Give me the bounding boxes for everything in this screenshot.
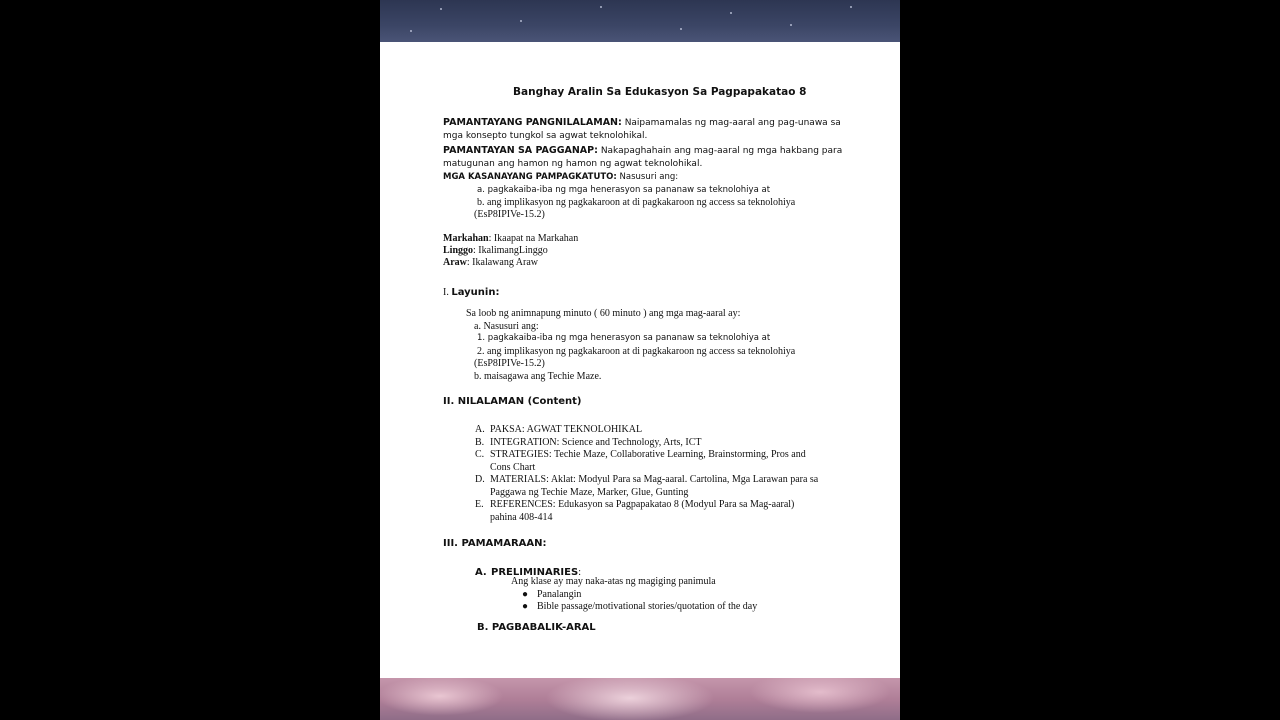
- performance-standard-label: PAMANTAYAN SA PAGGANAP:: [443, 145, 598, 156]
- nilalaman-item-letter: E.: [475, 499, 484, 510]
- layunin-a1: 1. pagkakaiba-iba ng mga henerasyon sa pananaw sa teknolohiya at: [477, 333, 771, 343]
- layunin-numeral: I.: [443, 287, 452, 298]
- nilalaman-item-a: [475, 424, 642, 435]
- layunin-intro: Sa loob ng animnapung minuto ( 60 minuto ) ang mga mag-aaral ay:: [466, 308, 741, 319]
- bullet-text: Bible passage/motivational stories/quotation of the day: [537, 601, 758, 612]
- section-pamamaraan-heading: III. PAMAMARAAN:: [443, 538, 547, 549]
- performance-standard-text-2: matugunan ang hamon ng hamon ng agwat teknolohikal.: [443, 159, 703, 169]
- performance-standard: [443, 145, 842, 156]
- nilalaman-item-e-cont: pahina 408-414: [490, 512, 553, 523]
- markahan-line: [443, 233, 578, 244]
- video-frame: [380, 0, 900, 720]
- preliminaries-colon: :: [578, 567, 581, 578]
- nilalaman-item-c-cont: Cons Chart: [490, 462, 536, 473]
- linggo-label: Linggo: [443, 245, 474, 256]
- nilalaman-item-d: [475, 474, 818, 485]
- preliminaries-label: PRELIMINARIES: [491, 567, 579, 578]
- section-nilalaman-heading: II. NILALAMAN (Content): [443, 396, 582, 407]
- content-standard-label: PAMANTAYANG PANGNILALAMAN:: [443, 117, 622, 128]
- linggo-line: [443, 245, 548, 256]
- preliminaries-bullet: [522, 601, 757, 612]
- layunin-b: b. maisagawa ang Techie Maze.: [474, 371, 602, 382]
- preliminaries-intro: Ang klase ay may naka-atas ng magiging panimula: [511, 576, 716, 587]
- nilalaman-item-letter: A.: [475, 424, 485, 435]
- background-sky-top: [380, 0, 900, 42]
- competency-code: (EsP8IPIVe-15.2): [474, 209, 545, 220]
- performance-standard-text-1: Nakapaghahain ang mag-aaral ng mga hakbang para: [600, 146, 843, 156]
- nilalaman-item-b: [475, 437, 701, 448]
- markahan-label: Markahan: [443, 233, 489, 244]
- preliminaries-letter: A.: [475, 567, 487, 578]
- bullet-icon: ●: [522, 601, 529, 612]
- nilalaman-item-letter: B.: [475, 437, 485, 448]
- nilalaman-item-letter: D.: [475, 474, 485, 485]
- learning-competencies-text: Nasusuri ang:: [619, 172, 679, 182]
- nilalaman-item-line: REFERENCES: Edukasyon sa Pagpapakatao 8 (Modyul Para sa Mag-aaral): [490, 499, 795, 510]
- section-layunin-heading: [443, 282, 499, 300]
- content-standard-text-1: Naipamamalas ng mag-aaral ang pag-unawa sa: [624, 118, 841, 128]
- learning-competencies-label: MGA KASANAYANG PAMPAGKATUTO:: [443, 172, 617, 182]
- content-standard: [443, 117, 841, 128]
- nilalaman-item-line: PAKSA: AGWAT TEKNOLOHIKAL: [490, 424, 643, 435]
- content-standard-text-2: mga konsepto tungkol sa agwat teknolohikal.: [443, 131, 648, 141]
- layunin-a2: 2. ang implikasyon ng pagkakaroon at di pagkakaroon ng access sa teknolohiya: [477, 346, 796, 357]
- background-clouds-bottom: [380, 678, 900, 720]
- araw-value: : Ikalawang Araw: [466, 257, 538, 268]
- nilalaman-item-c: [475, 449, 806, 460]
- balik-aral-heading: B. PAGBABALIK-ARAL: [477, 622, 596, 633]
- learning-competencies: [443, 172, 678, 182]
- nilalaman-item-e: [475, 499, 794, 510]
- nilalaman-item-line: STRATEGIES: Techie Maze, Collaborative Learning, Brainstorming, Pros and: [490, 449, 806, 460]
- nilalaman-item-d-cont: Paggawa ng Techie Maze, Marker, Glue, Gunting: [490, 487, 689, 498]
- layunin-heading: Layunin:: [451, 287, 500, 298]
- preliminaries-bullet: [522, 589, 581, 600]
- araw-line: [443, 257, 538, 268]
- layunin-a: a. Nasusuri ang:: [474, 321, 539, 332]
- document-title: Banghay Aralin Sa Edukasyon Sa Pagpapakatao 8: [513, 86, 807, 98]
- layunin-code: (EsP8IPIVe-15.2): [474, 358, 545, 369]
- nilalaman-item-line: MATERIALS: Aklat: Modyul Para sa Mag-aaral. Cartolina, Mga Larawan para sa: [490, 474, 819, 485]
- competency-item-b: b. ang implikasyon ng pagkakaroon at di pagkakaroon ng access sa teknolohiya: [477, 197, 796, 208]
- bullet-text: Panalangin: [537, 589, 582, 600]
- nilalaman-item-line: INTEGRATION: Science and Technology, Arts, ICT: [490, 437, 702, 448]
- linggo-value: : IkalimangLinggo: [473, 245, 548, 256]
- araw-label: Araw: [443, 257, 467, 268]
- competency-item-a: a. pagkakaiba-iba ng mga henerasyon sa pananaw sa teknolohiya at: [477, 185, 771, 195]
- markahan-value: : Ikaapat na Markahan: [488, 233, 579, 244]
- document-page: [380, 42, 900, 678]
- nilalaman-item-letter: C.: [475, 449, 485, 460]
- bullet-icon: ●: [522, 589, 529, 600]
